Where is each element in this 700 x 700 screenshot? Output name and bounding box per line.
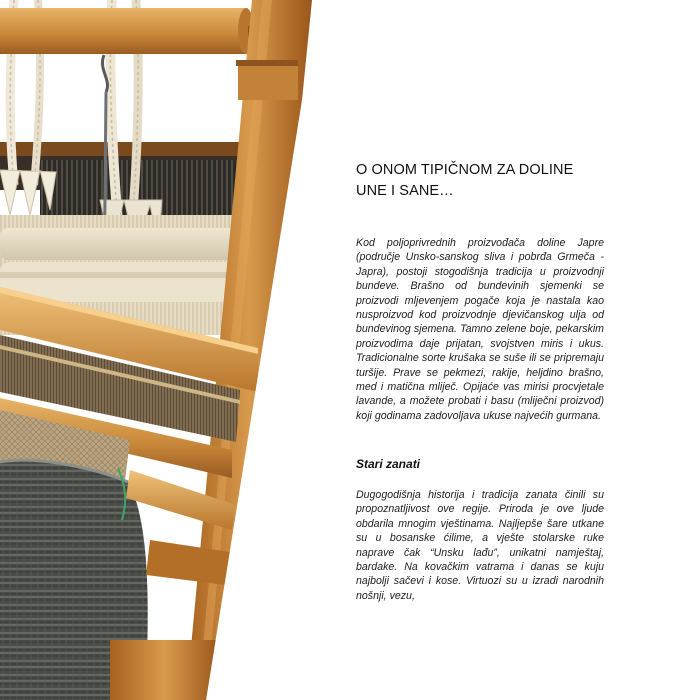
heading-line-2: UNE I SANE… — [356, 183, 454, 199]
crafts-paragraph: Dugogodišnja historija i tradicija zanata činili su propoznatljivost ove regije. Priroda je ove ljude obdarila mnogim vještinama. Najljepše šare utkane su u bosanske ćilime, a vješte stolarske ruke naprave čak “Unsku lađu”, unikatni namještaj, bardake. Na kovačkim vatrama i danas se kuju najbolji sačevi i kose. Virtuozi su u izradi narodnih nošnji, vezu, — [356, 489, 604, 602]
heading-line-1: O ONOM TIPIČNOM ZA DOLINE — [356, 162, 574, 178]
intro-paragraph: Kod poljoprivrednih proizvođača doline Japre (područje Unsko-sanskog sliva i pobrđa Grmeča - Japra), postoji stogodišnja tradicija u proizvodnji bundeve. Brašno od bundevinih sjemenki se proizvodi mljevenjem pogače koja je nastala kao nusproizvod kod proizvodnje djevičanskog ulja od bundevinog sjemena. Tamno zelene boje, pekarskim proizvodima daje prijatan, svojstven miris i ukus. Tradicionalne sorte krušaka se suše ili se pripremaju turšije. Prave se pekmezi, rakije, heljdino brašno, med i matična mliječ. Opijaće vas mirisi procvjetale lavande, a možete probati i basu (mliječni proizvod) koji godinama zadovoljava ukuse najvećih gurmana. — [356, 237, 604, 422]
page-heading — [356, 160, 616, 202]
section-subheading: Stari zanati — [356, 457, 421, 471]
